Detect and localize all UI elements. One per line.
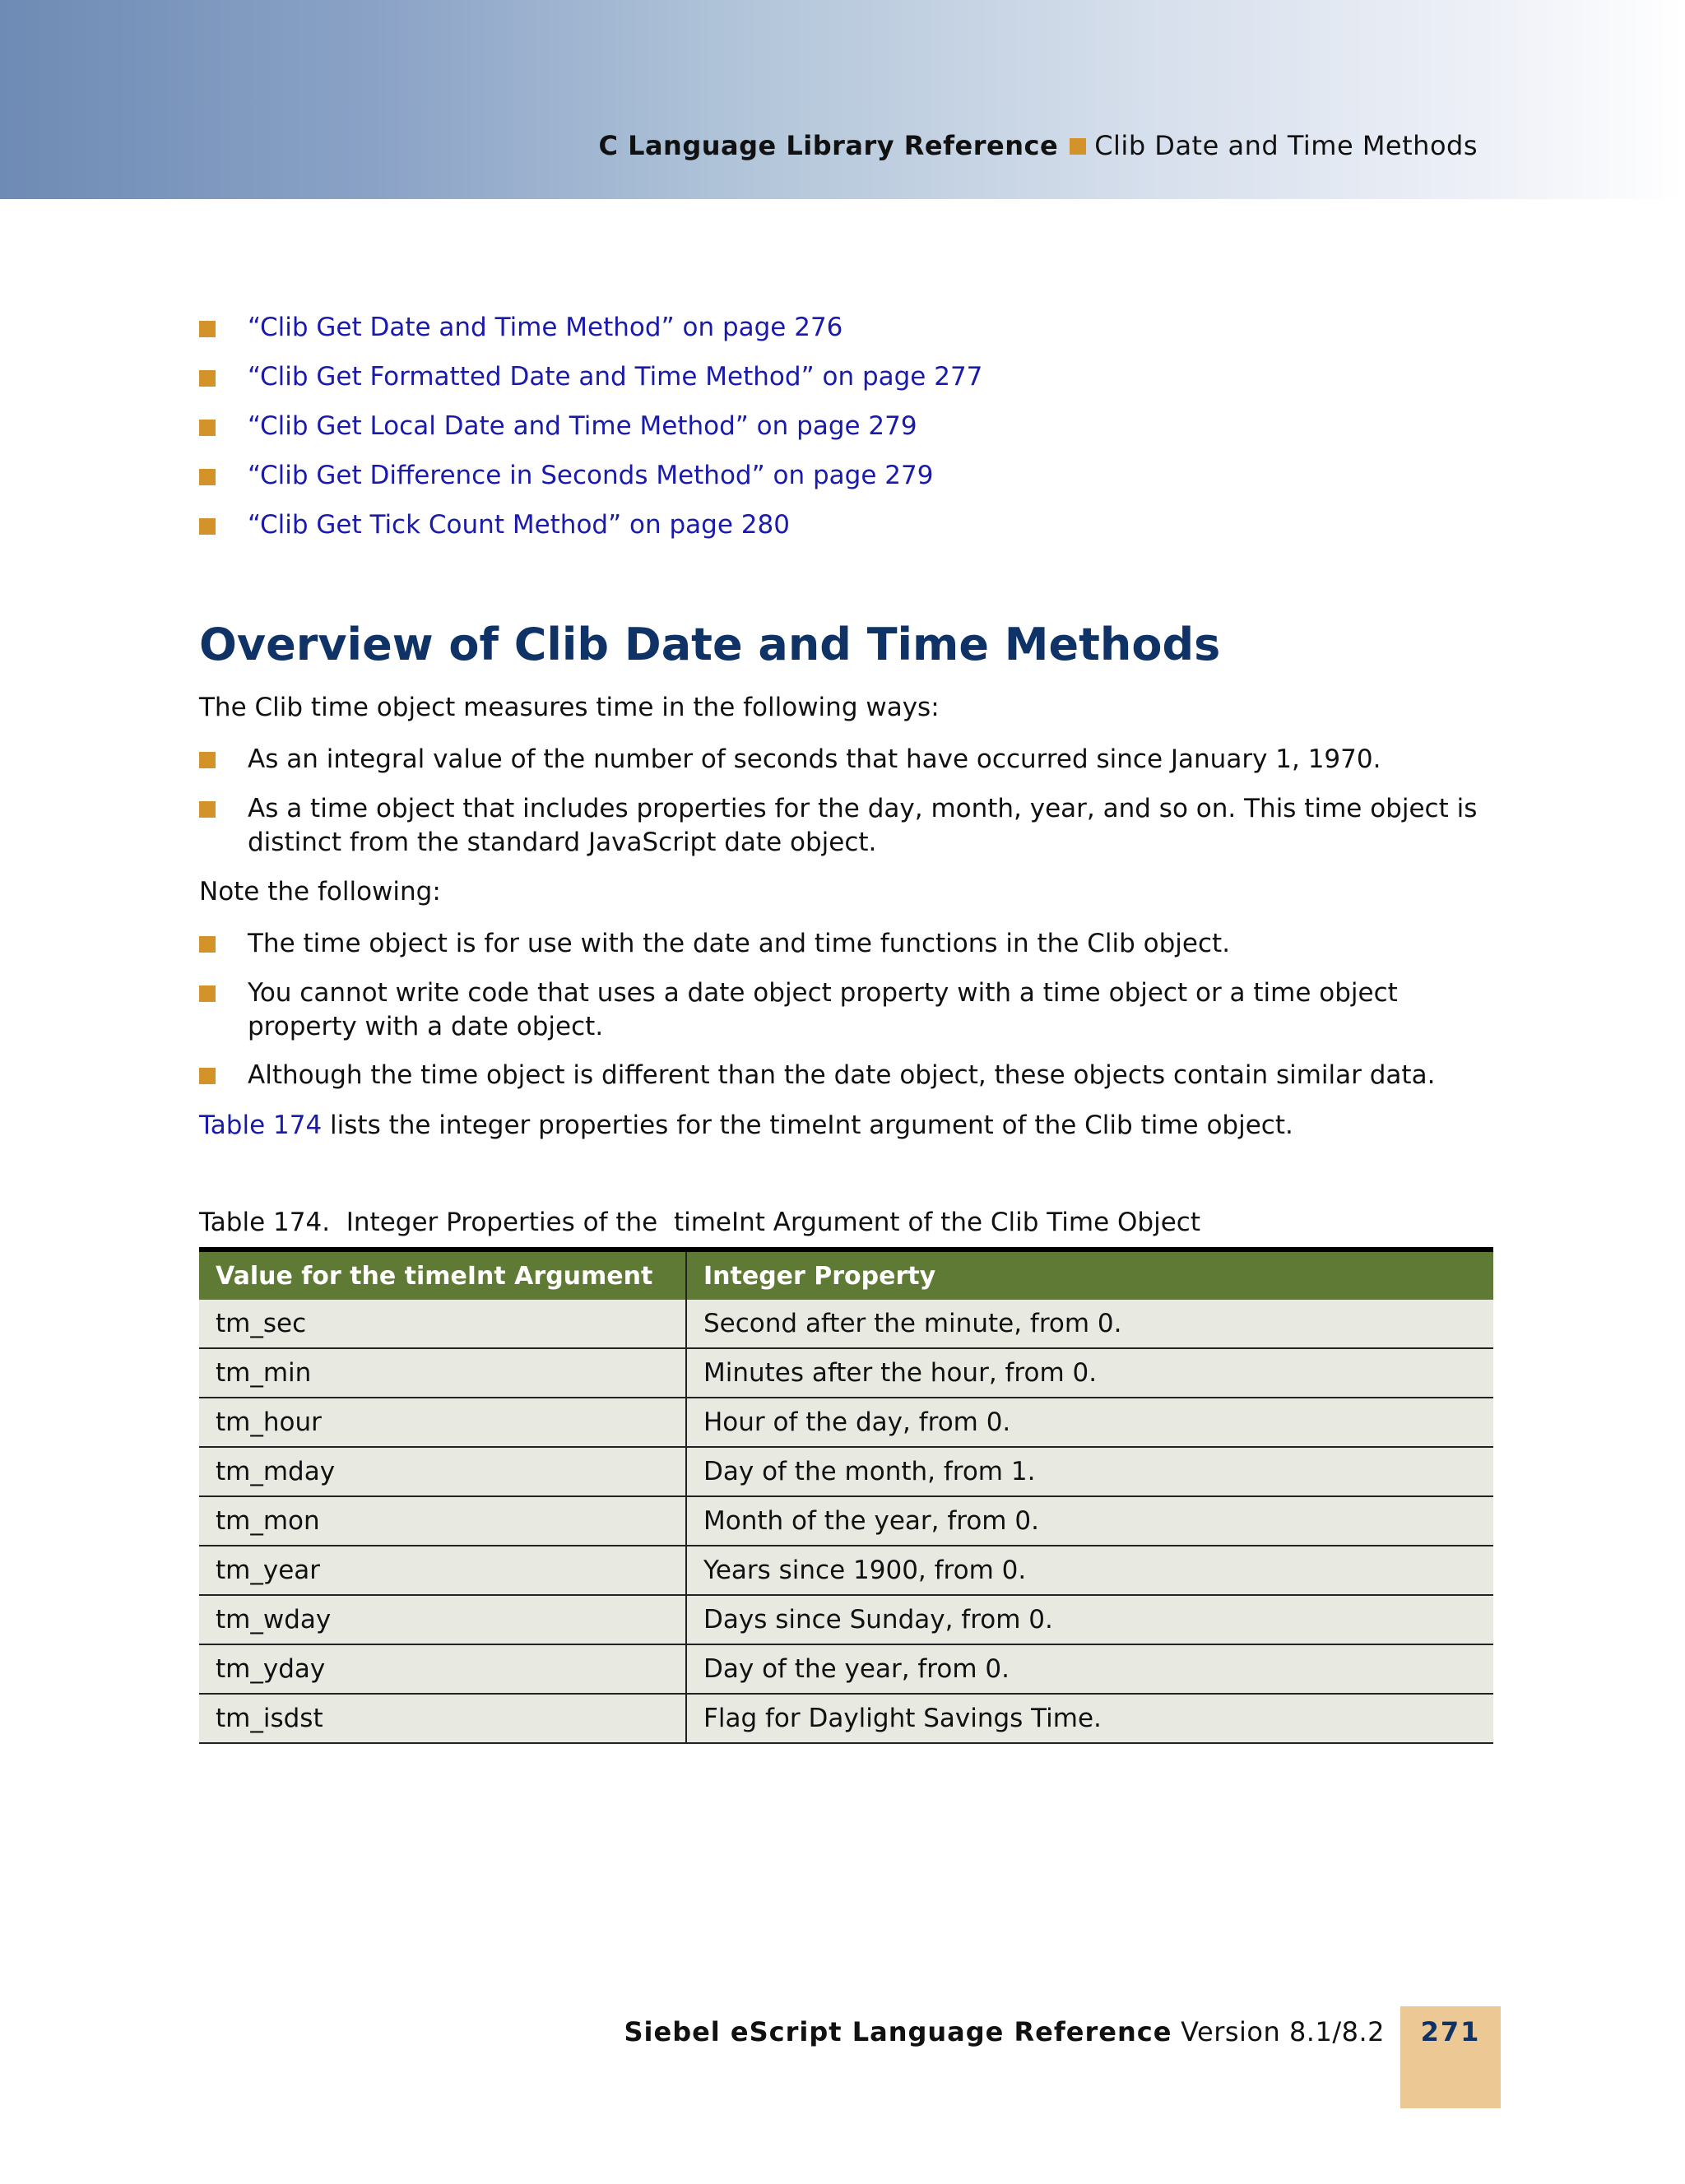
link-get-difference-seconds[interactable]: “Clib Get Difference in Seconds Method” on page 279 xyxy=(248,461,934,490)
integer-property: Day of the year, from 0. xyxy=(686,1644,1493,1694)
table-row xyxy=(199,1694,1493,1743)
integer-property: Minutes after the hour, from 0. xyxy=(686,1348,1493,1398)
way-item xyxy=(248,792,1477,860)
timeint-value: tm_mday xyxy=(199,1447,686,1496)
integer-property: Second after the minute, from 0. xyxy=(686,1300,1493,1348)
note-item: The time object is for use with the date and time functions in the Clib object. xyxy=(248,929,1231,958)
header-chapter: C Language Library Reference xyxy=(598,130,1059,161)
way-item: As an integral value of the number of seconds that have occurred since January 1, 1970. xyxy=(248,744,1381,774)
header-separator-icon xyxy=(1070,138,1086,155)
timeint-value: tm_mon xyxy=(199,1496,686,1546)
bullet-square-icon xyxy=(199,518,216,535)
timeint-value: tm_wday xyxy=(199,1595,686,1644)
note-item-line: You cannot write code that uses a date object property with a time object or a time object xyxy=(248,978,1398,1008)
link-get-date-time[interactable]: “Clib Get Date and Time Method” on page 276 xyxy=(248,313,843,342)
footer-book-title: Siebel eScript Language Reference xyxy=(624,2016,1172,2047)
timeint-value: tm_year xyxy=(199,1546,686,1595)
note-item xyxy=(248,976,1398,1044)
bullet-square-icon xyxy=(199,936,216,953)
integer-property: Years since 1900, from 0. xyxy=(686,1546,1493,1595)
link-get-local-date-time[interactable]: “Clib Get Local Date and Time Method” on page 279 xyxy=(248,411,917,441)
bullet-square-icon xyxy=(199,469,216,485)
link-get-formatted-date-time[interactable]: “Clib Get Formatted Date and Time Method” on page 277 xyxy=(248,362,983,392)
link-get-tick-count[interactable]: “Clib Get Tick Count Method” on page 280 xyxy=(248,510,790,540)
table-caption: Table 174. Integer Properties of the timeInt Argument of the Clib Time Object xyxy=(199,1208,1200,1237)
header-section: Clib Date and Time Methods xyxy=(1094,130,1478,161)
table-header-row xyxy=(199,1252,1493,1300)
intro-paragraph: The Clib time object measures time in the following ways: xyxy=(199,693,940,722)
integer-property: Hour of the day, from 0. xyxy=(686,1398,1493,1447)
integer-property: Month of the year, from 0. xyxy=(686,1496,1493,1546)
timeint-value: tm_isdst xyxy=(199,1694,686,1743)
bullet-square-icon xyxy=(199,752,216,768)
timeint-value: tm_hour xyxy=(199,1398,686,1447)
integer-property: Day of the month, from 1. xyxy=(686,1447,1493,1496)
table-row xyxy=(199,1447,1493,1496)
note-item-line: property with a date object. xyxy=(248,1012,604,1041)
footer-version: Version 8.1/8.2 xyxy=(1172,2016,1385,2047)
table-row xyxy=(199,1496,1493,1546)
timeint-value: tm_yday xyxy=(199,1644,686,1694)
note-item: Although the time object is different than the date object, these objects contain similar data. xyxy=(248,1060,1436,1090)
properties-table xyxy=(199,1252,1493,1744)
way-item-line: As a time object that includes properties for the day, month, year, and so on. This time object is xyxy=(248,794,1478,823)
page-number-box xyxy=(1400,2006,1501,2108)
header-band xyxy=(0,0,1685,199)
bullet-square-icon xyxy=(199,985,216,1002)
bullet-square-icon xyxy=(199,801,216,818)
integer-property: Flag for Daylight Savings Time. xyxy=(686,1694,1493,1743)
table-row xyxy=(199,1348,1493,1398)
section-heading: Overview of Clib Date and Time Methods xyxy=(199,619,1221,670)
bullet-square-icon xyxy=(199,420,216,436)
running-footer xyxy=(624,2016,1385,2047)
page-number: 271 xyxy=(1420,2016,1481,2047)
timeint-value: tm_sec xyxy=(199,1300,686,1348)
running-header xyxy=(598,130,1478,161)
bullet-square-icon xyxy=(199,370,216,387)
integer-property: Days since Sunday, from 0. xyxy=(686,1595,1493,1644)
table-row xyxy=(199,1546,1493,1595)
table-174-link[interactable]: Table 174 xyxy=(199,1111,323,1140)
table-row xyxy=(199,1595,1493,1644)
note-intro: Note the following: xyxy=(199,877,441,907)
table-row xyxy=(199,1398,1493,1447)
way-item-line: distinct from the standard JavaScript date object. xyxy=(248,828,877,857)
bullet-square-icon xyxy=(199,1068,216,1084)
table-row xyxy=(199,1300,1493,1348)
table-row xyxy=(199,1644,1493,1694)
table-reference-paragraph xyxy=(199,1111,1293,1140)
column-header: Value for the timeInt Argument xyxy=(199,1252,686,1300)
column-header: Integer Property xyxy=(686,1252,1493,1300)
bullet-square-icon xyxy=(199,321,216,337)
table-reference-text: lists the integer properties for the timeInt argument of the Clib time object. xyxy=(322,1111,1293,1140)
timeint-value: tm_min xyxy=(199,1348,686,1398)
